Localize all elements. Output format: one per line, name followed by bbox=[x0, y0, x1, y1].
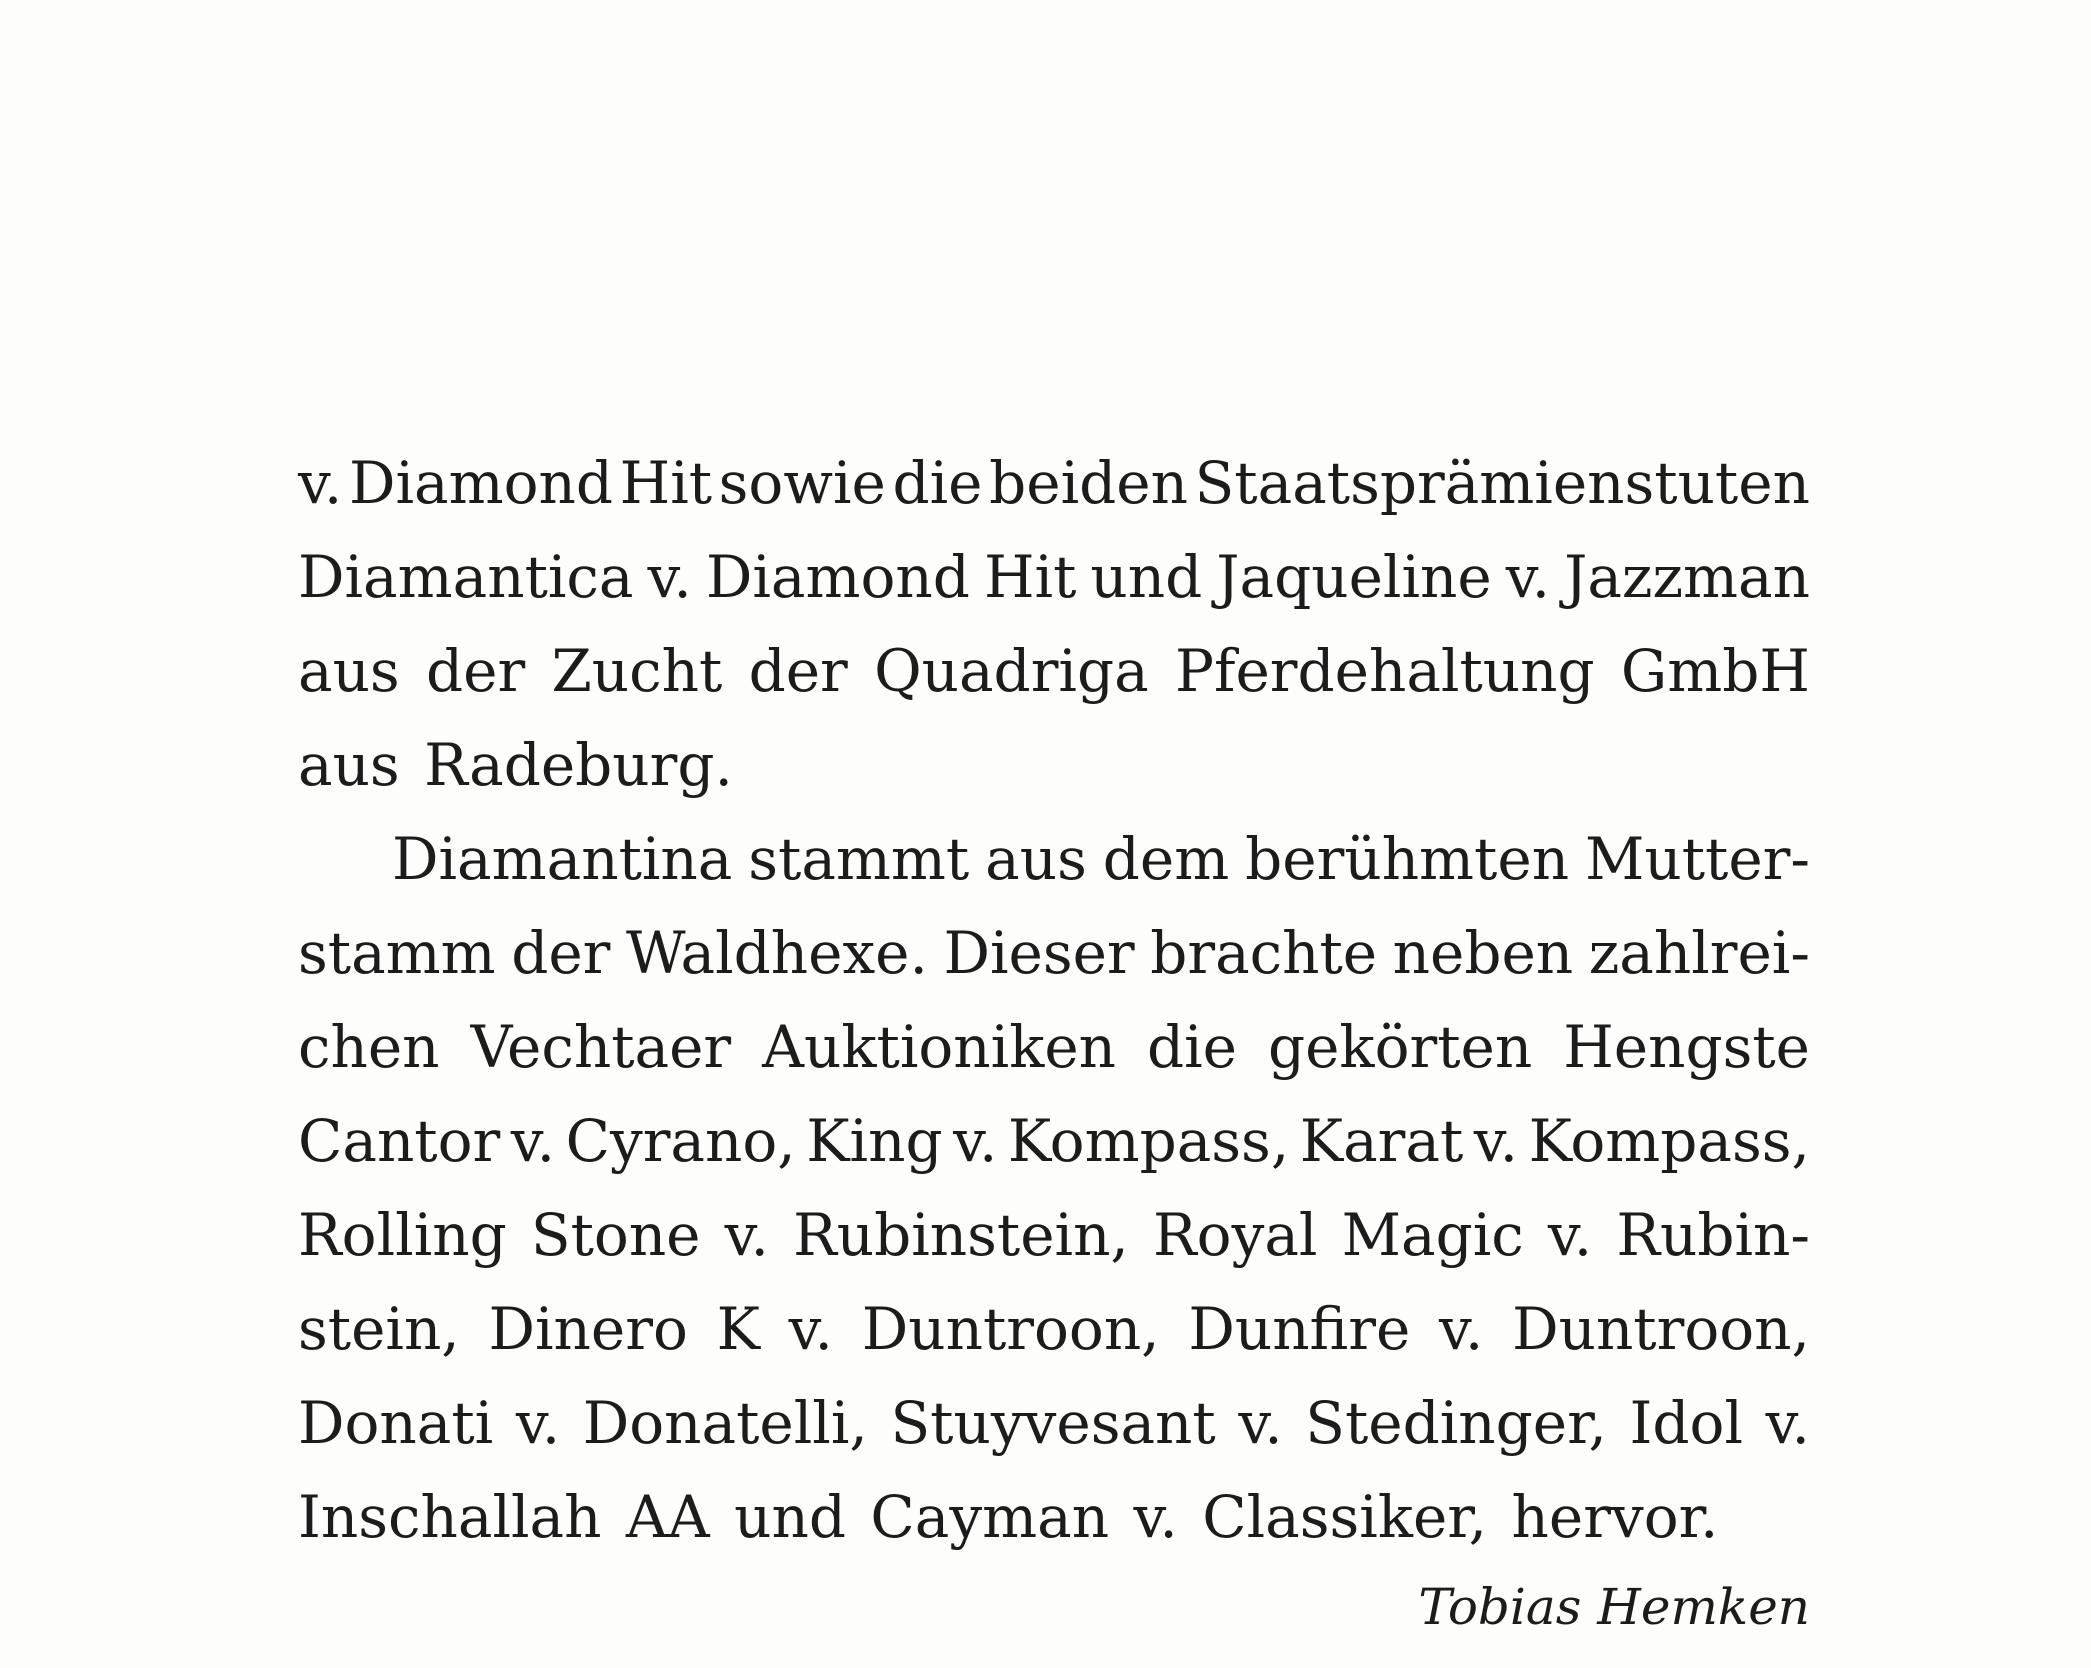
text-line: aus Radeburg. bbox=[298, 731, 733, 799]
text-line: aus der Zucht der Quadriga Pferdehaltung GmbH bbox=[298, 637, 1810, 705]
text-line: Diamantina stammt aus dem berühmten Mutter- bbox=[392, 825, 1810, 893]
body-text bbox=[298, 436, 1810, 1564]
text-line: Donati v. Donatelli, Stuyvesant v. Stedinger, Idol v. bbox=[298, 1389, 1810, 1457]
text-line: v. Diamond Hit sowie die beiden Staatsprämienstuten bbox=[298, 449, 1810, 517]
text-line: stamm der Waldhexe. Dieser brachte neben zahlrei- bbox=[298, 919, 1810, 987]
text-line: Inschallah AA und Cayman v. Classiker, hervor. bbox=[298, 1483, 1719, 1551]
text-line: Diamantica v. Diamond Hit und Jaqueline v. Jazzman bbox=[298, 543, 1810, 611]
text-line: chen Vechtaer Auktioniken die gekörten Hengste bbox=[298, 1013, 1810, 1081]
text-line: Cantor v. Cyrano, King v. Kompass, Karat v. Kompass, bbox=[298, 1107, 1810, 1175]
text-line: Rolling Stone v. Rubinstein, Royal Magic v. Rubin- bbox=[298, 1201, 1810, 1269]
text-line: stein, Dinero K v. Duntroon, Dunfire v. Duntroon, bbox=[298, 1295, 1810, 1363]
author-signature: Tobias Hemken bbox=[1418, 1578, 1810, 1636]
